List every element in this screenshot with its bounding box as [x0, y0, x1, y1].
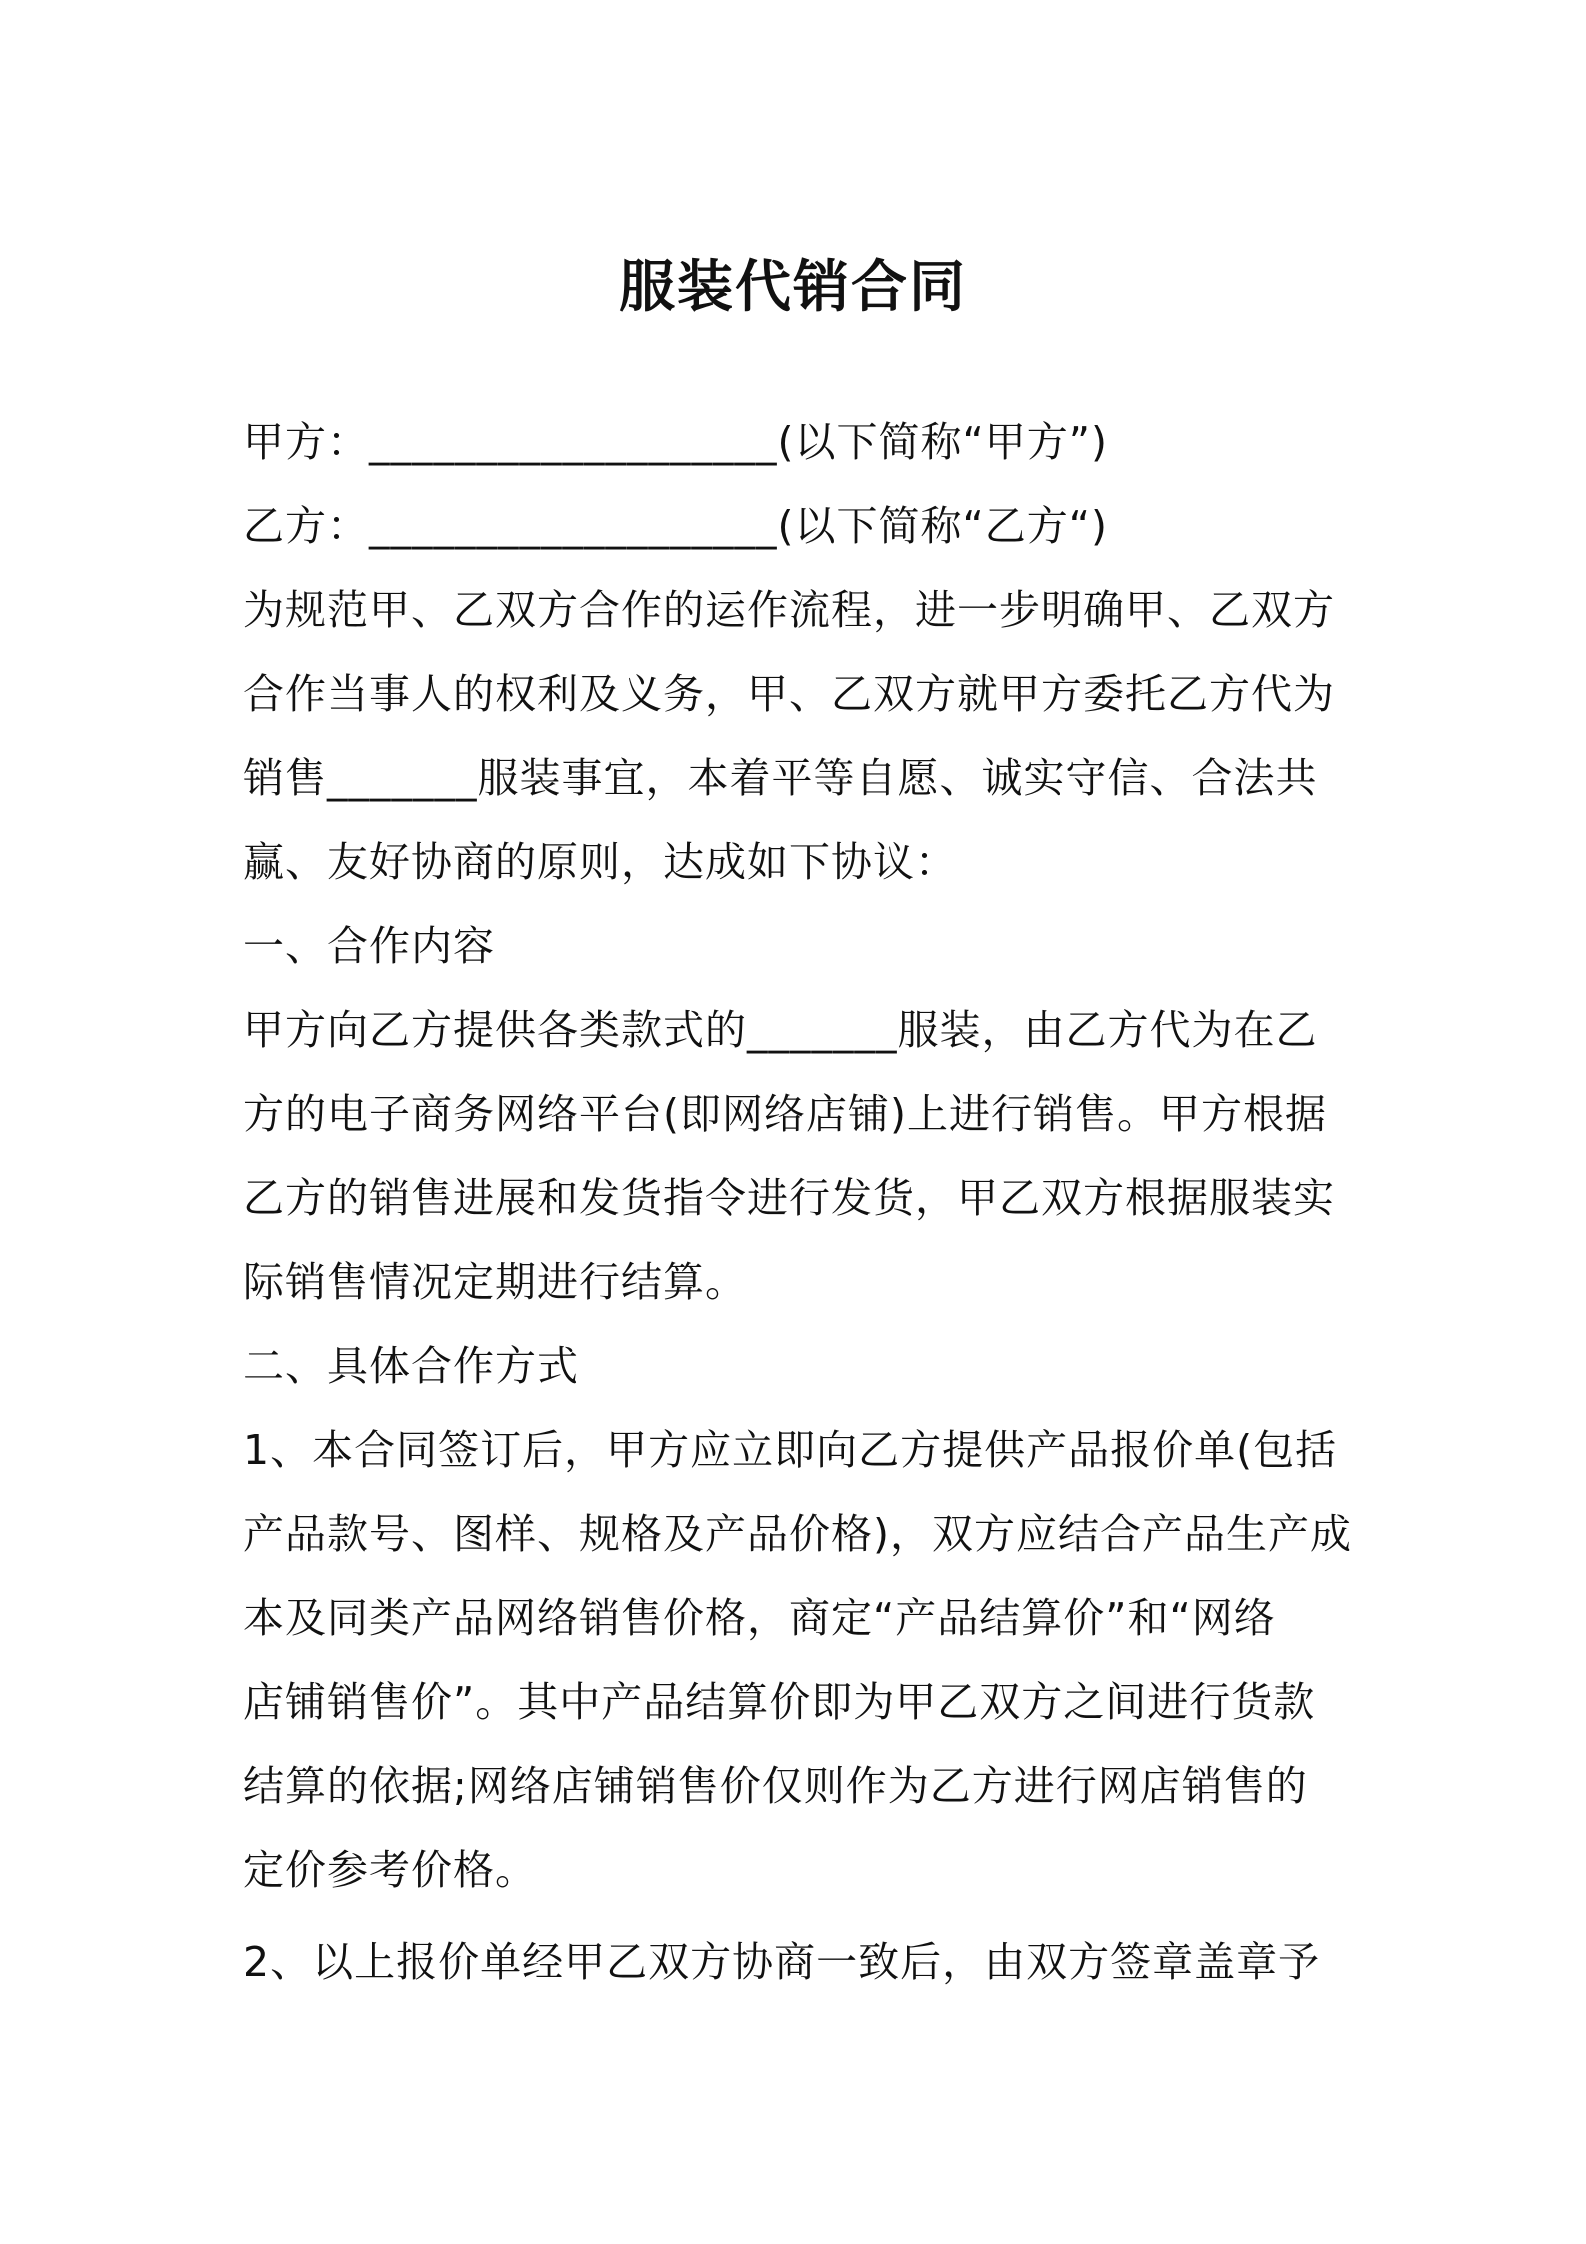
clause-1-line-6: 定价参考价格。 [243, 1846, 537, 1894]
clause-1-line-1: 1、本合同签订后，甲方应立即向乙方提供产品报价单(包括 [243, 1426, 1338, 1474]
clause-1-line-5: 结算的依据;网络店铺销售价仅则作为乙方进行网店销售的 [243, 1762, 1308, 1810]
preamble-line-3: 销售_______服装事宜，本着平等自愿、诚实守信、合法共 [243, 754, 1318, 802]
clause-1-line-2: 产品款号、图样、规格及产品价格)，双方应结合产品生产成 [243, 1510, 1352, 1558]
preamble-line-2: 合作当事人的权利及义务，甲、乙双方就甲方委托乙方代为 [243, 670, 1335, 718]
party-a-line: 甲方：___________________(以下简称“甲方”) [243, 418, 1108, 466]
section-1-line-1: 甲方向乙方提供各类款式的_______服装，由乙方代为在乙 [243, 1006, 1318, 1054]
clause-1-line-3: 本及同类产品网络销售价格，商定“产品结算价”和“网络 [243, 1594, 1276, 1642]
section-heading-1: 一、合作内容 [243, 922, 495, 970]
preamble-line-4: 赢、友好协商的原则，达成如下协议： [243, 838, 957, 886]
contract-title: 服装代销合同 [619, 255, 967, 320]
clause-1-line-4: 店铺销售价”。其中产品结算价即为甲乙双方之间进行货款 [243, 1678, 1316, 1726]
clause-2-line-1: 2、以上报价单经甲乙双方协商一致后，由双方签章盖章予 [243, 1938, 1321, 1986]
section-1-line-3: 乙方的销售进展和发货指令进行发货，甲乙双方根据服装实 [243, 1174, 1335, 1222]
party-b-line: 乙方：___________________(以下简称“乙方“) [243, 502, 1108, 550]
contract-body [243, 400, 1358, 2004]
section-1-line-2: 方的电子商务网络平台(即网络店铺)上进行销售。甲方根据 [243, 1090, 1327, 1138]
section-heading-2: 二、具体合作方式 [243, 1342, 579, 1390]
section-1-line-4: 际销售情况定期进行结算。 [243, 1258, 747, 1306]
preamble-line-1: 为规范甲、乙双方合作的运作流程，进一步明确甲、乙双方 [243, 586, 1335, 634]
